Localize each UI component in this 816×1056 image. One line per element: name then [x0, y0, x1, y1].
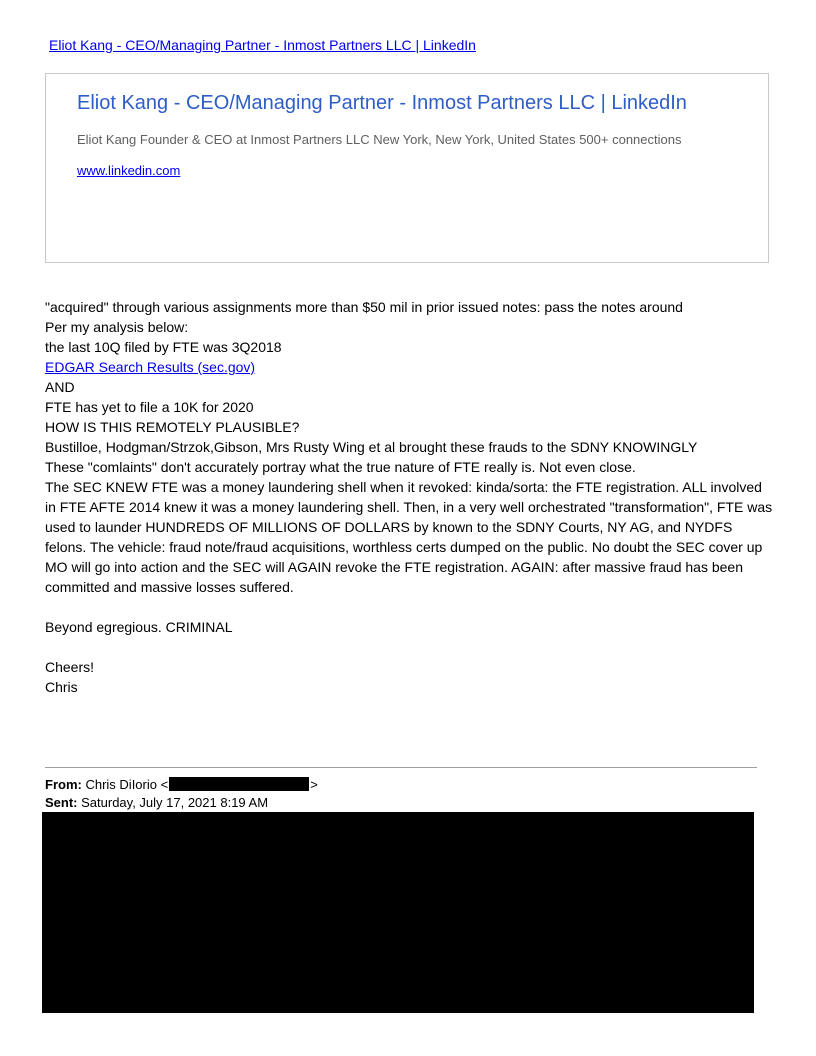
link-preview-card[interactable]: [45, 73, 769, 263]
forwarded-email-header: [45, 776, 318, 812]
blank-line: [45, 597, 775, 617]
blank-line: [45, 637, 775, 657]
body-line: AND: [45, 379, 75, 395]
preview-site-link[interactable]: www.linkedin.com: [77, 163, 181, 178]
preview-title[interactable]: Eliot Kang - CEO/Managing Partner - Inmost Partners LLC | LinkedIn: [77, 92, 687, 114]
redacted-email: [169, 777, 309, 791]
body-line: Bustilloe, Hodgman/Strzok,Gibson, Mrs Rusty Wing et al brought these frauds to the SDNY KNOWINGLY: [45, 439, 698, 455]
from-label: From:: [45, 777, 82, 792]
body-line: These "comlaints" don't accurately portray what the true nature of FTE really is. Not even close.: [45, 459, 636, 475]
body-line: "acquired" through various assignments more than $50 mil in prior issued notes: pass the notes around: [45, 299, 683, 315]
from-line: [45, 776, 318, 794]
from-close: >: [310, 777, 318, 792]
signoff: Cheers!: [45, 659, 95, 675]
sent-line: [45, 794, 318, 812]
closing-line: Beyond egregious. CRIMINAL: [45, 619, 233, 635]
body-paragraph: The SEC KNEW FTE was a money laundering shell when it revoked: kinda/sorta: the FTE registration. ALL involved in FTE AFTE 2014 knew it was a money laundering shell. Then, in a very well orchestrated "transformation", FTE was used to launder HUNDREDS OF MILLIONS OF DOLLARS by known to the SDNY Courts, NY AG, and NYDFS felons. The vehicle: fraud note/fraud acquisitions, worthless certs dumped on the public. No doubt the SEC cover up MO will go into action and the SEC will AGAIN revoke the FTE registration. AGAIN: after massive fraud has been committed and massive losses suffered.: [45, 479, 773, 595]
redacted-block: [42, 812, 754, 1013]
sent-label: Sent:: [45, 795, 78, 810]
sent-value: Saturday, July 17, 2021 8:19 AM: [81, 795, 269, 810]
linkedin-link[interactable]: Eliot Kang - CEO/Managing Partner - Inmost Partners LLC | LinkedIn: [49, 37, 476, 53]
from-name: Chris DiIorio <: [85, 777, 169, 792]
email-body: [45, 297, 775, 697]
body-line: the last 10Q filed by FTE was 3Q2018: [45, 339, 282, 355]
body-line: Per my analysis below:: [45, 319, 189, 335]
body-line: FTE has yet to file a 10K for 2020: [45, 399, 254, 415]
edgar-search-link[interactable]: EDGAR Search Results (sec.gov): [45, 359, 256, 375]
body-line: HOW IS THIS REMOTELY PLAUSIBLE?: [45, 419, 300, 435]
email-divider: [45, 767, 757, 768]
preview-description: Eliot Kang Founder & CEO at Inmost Partners LLC New York, New York, United States 500+ connections: [77, 132, 682, 147]
signature: Chris: [45, 679, 78, 695]
